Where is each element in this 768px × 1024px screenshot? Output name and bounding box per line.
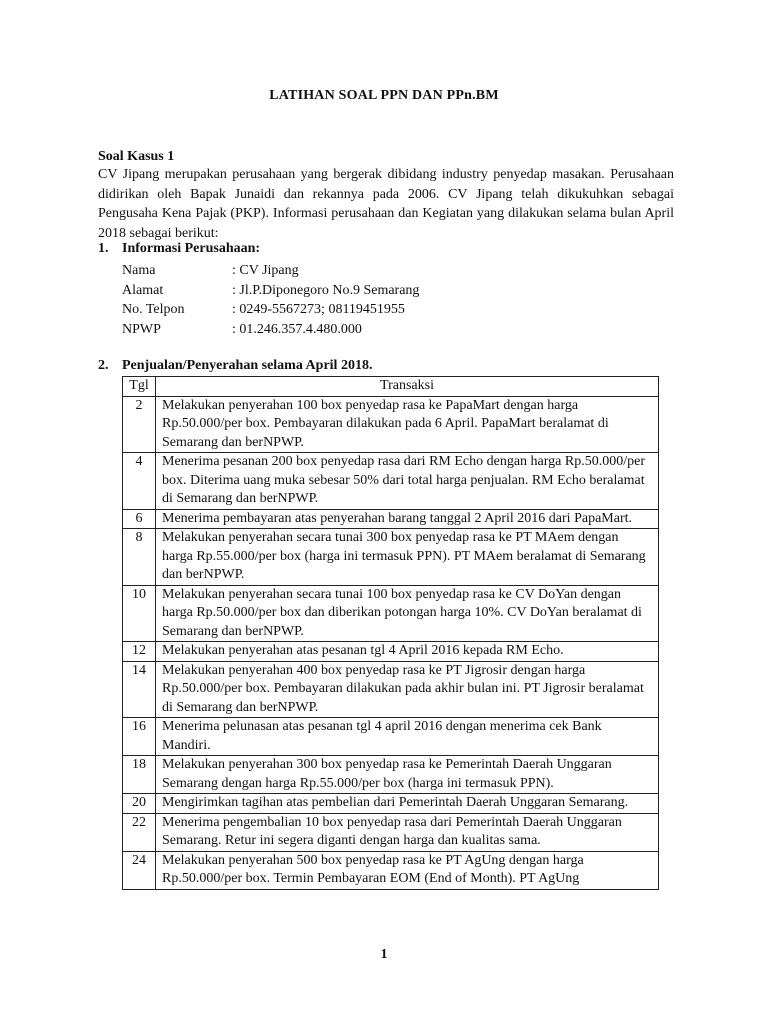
transaksi-cell: Melakukan penyerahan secara tunai 300 box penyedap rasa ke PT MAem dengan harga Rp.55.000/per box (harga ini termasuk PPN). PT MAem beralamat di Semarang dan berNPWP.: [156, 529, 659, 586]
info-label: No. Telpon: [122, 302, 185, 317]
transaksi-cell: Menerima pelunasan atas pesanan tgl 4 april 2016 dengan menerima cek Bank Mandiri.: [156, 718, 659, 756]
table-row: [123, 718, 659, 756]
transaksi-cell: Melakukan penyerahan 400 box penyedap rasa ke PT Jigrosir dengan harga Rp.50.000/per box. Pembayaran dilakukan pada akhir bulan ini. PT Jigrosir beralamat di Semarang dan berNPWP.: [156, 661, 659, 718]
section-1-number: 1.: [98, 241, 109, 256]
info-label: Alamat: [122, 282, 164, 298]
tgl-cell: 2: [123, 396, 156, 453]
transaksi-cell: Melakukan penyerahan 300 box penyedap rasa ke Pemerintah Daerah Unggaran Semarang dengan harga Rp.55.000/per box (harga ini termasuk PPN).: [156, 756, 659, 794]
column-header-transaksi: Transaksi: [156, 377, 659, 397]
info-value: : 01.246.357.4.480.000: [232, 321, 362, 337]
info-value: : CV Jipang: [232, 263, 299, 278]
transaksi-cell: Menerima pembayaran atas penyerahan barang tanggal 2 April 2016 dari PapaMart.: [156, 509, 659, 529]
transaksi-cell: Melakukan penyerahan 500 box penyedap rasa ke PT AgUng dengan harga Rp.50.000/per box. Termin Pembayaran EOM (End of Month). PT AgUng: [156, 851, 659, 889]
tgl-cell: 18: [123, 756, 156, 794]
transaksi-cell: Melakukan penyerahan 100 box penyedap rasa ke PapaMart dengan harga Rp.50.000/per box. Pembayaran dilakukan pada 6 April. PapaMart beralamat di Semarang dan berNPWP.: [156, 396, 659, 453]
section-1-heading: [98, 241, 260, 257]
info-value: : 0249-5567273; 08119451955: [232, 302, 405, 317]
section-2-title: Penjualan/Penyerahan selama April 2018.: [122, 358, 373, 373]
page-number: 1: [380, 947, 388, 962]
section-1-title: Informasi Perusahaan:: [122, 241, 261, 256]
tgl-cell: 22: [123, 813, 156, 851]
transaksi-cell: Melakukan penyerahan secara tunai 100 box penyedap rasa ke CV DoYan dengan harga Rp.50.000/per box dan diberikan potongan harga 10%. CV DoYan beralamat di Semarang dan berNPWP.: [156, 585, 659, 642]
transactions-table: [122, 376, 659, 890]
tgl-cell: 14: [123, 661, 156, 718]
section-2-number: 2.: [98, 358, 109, 373]
table-row: [123, 585, 659, 642]
tgl-cell: 24: [123, 851, 156, 889]
case-heading: Soal Kasus 1: [98, 149, 175, 164]
tgl-cell: 8: [123, 529, 156, 586]
tgl-cell: 12: [123, 642, 156, 662]
transaksi-cell: Menerima pengembalian 10 box penyedap rasa dari Pemerintah Daerah Unggaran Semarang. Retur ini segera diganti dengan harga dan kualitas sama.: [156, 813, 659, 851]
transaksi-cell: Melakukan penyerahan atas pesanan tgl 4 April 2016 kepada RM Echo.: [156, 642, 659, 662]
column-header-tgl: Tgl: [123, 377, 156, 397]
table-row: [123, 794, 659, 814]
table-row: [123, 813, 659, 851]
table-row: [123, 453, 659, 510]
info-label: Nama: [122, 263, 156, 278]
tgl-cell: 10: [123, 585, 156, 642]
section-2-heading: [98, 358, 372, 374]
info-value: : Jl.P.Diponegoro No.9 Semarang: [232, 282, 420, 298]
tgl-cell: 6: [123, 509, 156, 529]
info-row: [122, 300, 419, 320]
tgl-cell: 16: [123, 718, 156, 756]
table-header-row: [123, 377, 659, 397]
table-row: [123, 529, 659, 586]
table-row: [123, 509, 659, 529]
tgl-cell: 20: [123, 794, 156, 814]
transaksi-cell: Mengirimkan tagihan atas pembelian dari Pemerintah Daerah Unggaran Semarang.: [156, 794, 659, 814]
info-label: NPWP: [122, 321, 161, 337]
company-info: [122, 261, 419, 339]
table-row: [123, 851, 659, 889]
tgl-cell: 4: [123, 453, 156, 510]
table-row: [123, 756, 659, 794]
table-row: [123, 661, 659, 718]
case-intro: CV Jipang merupakan perusahaan yang bergerak dibidang industry penyedap masakan. Perusahaan didirikan oleh Bapak Junaidi dan rekannya pada 2006. CV Jipang telah dikukuhkan sebagai Pengusaha Kena Pajak (PKP). Informasi perusahaan dan Kegiatan yang dilakukan selama bulan April 2018 sebagai berikut:: [98, 167, 674, 241]
info-row: [122, 320, 419, 340]
table-row: [123, 642, 659, 662]
info-row: [122, 261, 419, 281]
document-title: LATIHAN SOAL PPN DAN PPn.BM: [269, 88, 499, 103]
transaksi-cell: Menerima pesanan 200 box penyedap rasa dari RM Echo dengan harga Rp.50.000/per box. Diterima uang muka sebesar 50% dari total harga penjualan. RM Echo beralamat di Semarang dan berNPWP.: [156, 453, 659, 510]
info-row: [122, 281, 419, 301]
table-row: [123, 396, 659, 453]
